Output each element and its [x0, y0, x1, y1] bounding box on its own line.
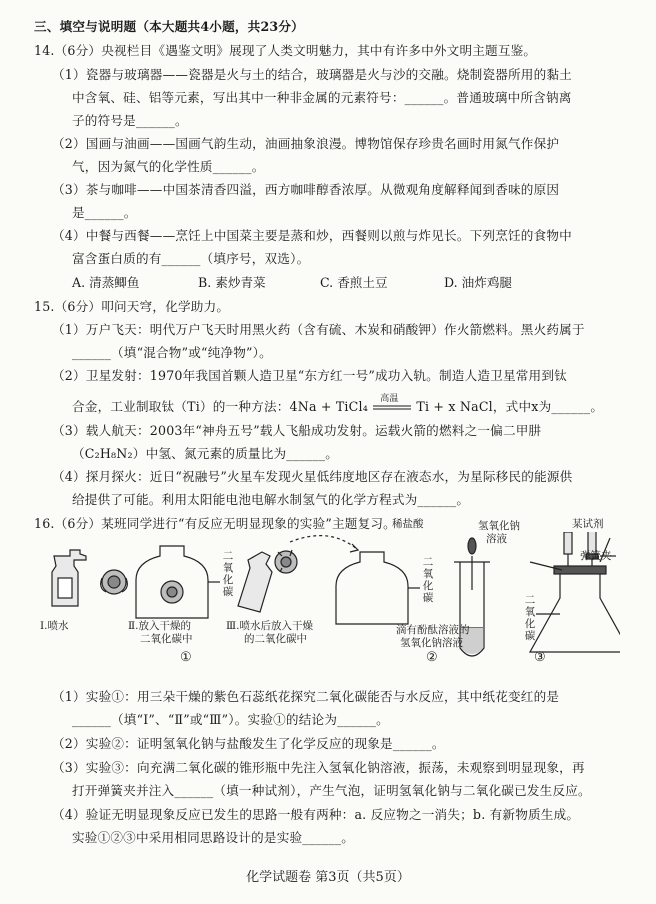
q15-p2-line1: （2）卫星发射：1970年我国首颗人造卫星“东方红一号”成功入轨。制造人造卫星常用到钛 — [52, 368, 567, 383]
experiment-number-1: ① — [180, 650, 192, 665]
q15-p4-line1: （4）探月探火：近日“祝融号”火星车发现火星低纬度地区存在液态水，为星际移民的能源供 — [52, 469, 573, 484]
naoh-solution-label-line1: 氢氧化钠 — [478, 520, 520, 532]
q14-stem: 14.（6分）央视栏目《遇鉴文明》展现了人类文明魅力，其中有许多中外文明主题互鉴。 — [34, 43, 537, 58]
jar-icon — [136, 546, 220, 618]
q14-p2-line1: （2）国画与油画——国画气韵生动，油画抽象浪漫。博物馆保存珍贵名画时用氮气作保护 — [52, 136, 560, 151]
flower-icon — [101, 570, 128, 594]
equals-sign — [372, 402, 412, 414]
spray-bottle-icon — [52, 550, 86, 606]
q14-p3-line1: （3）茶与咖啡——中国茶清香四溢，西方咖啡醇香浓厚。从微观角度解释闻到香味的原因 — [52, 182, 560, 197]
q16-p3-line2: 打开弹簧夹并注入______（填一种试剂），产生气泡，证明氢氧化钠与二氧化碳已发生反应。 — [72, 783, 591, 798]
q15-p3-line1: （3）载人航天：2003年“神舟五号”载人飞船成功发射。运载火箭的燃料之一偏二甲肼 — [52, 423, 542, 438]
q15-p2-line2 — [72, 393, 604, 415]
move-arrow — [290, 536, 358, 550]
q14-p2-line2: 气，因为氮气的化学性质______。 — [72, 159, 265, 174]
q14-choice-d: D. 油炸鸡腿 — [444, 275, 513, 290]
naoh-phenol-label-line1: 滴有酚酞溶液的 — [396, 624, 470, 636]
naoh-phenol-label-line2: 氢氧化钠溶液 — [400, 637, 463, 649]
clamp-label: 弹簧夹 — [580, 550, 612, 562]
q14-p1-line1: （1）瓷器与玻璃器——瓷器是火与土的结合，玻璃器是火与沙的交融。烧制瓷器所用的黏土 — [52, 67, 572, 82]
co2-label-jar3: 二 氧 化 碳 — [422, 556, 434, 604]
q16-stem: 16.（6分）某班同学进行“有反应无明显现象的实验”主题复习。 — [34, 516, 396, 531]
hcl-label: 稀盐酸 — [392, 518, 424, 530]
q14-p4-line1: （4）中餐与西餐——烹饪上中国菜主要是蒸和炒，西餐则以煎与炸见长。下列烹饪的食物中 — [52, 228, 572, 243]
q15-p4-line2: 给提供了可能。利用太阳能电池电解水制氢气的化学方程式为______。 — [72, 492, 470, 507]
reaction-arrow — [372, 393, 412, 414]
caption-spray-water: Ⅰ.喷水 — [40, 620, 69, 632]
caption-wet-co2-line1: Ⅲ.喷水后放入干燥 — [226, 620, 313, 632]
q16-p3-line1: （3）实验③：向充满二氧化碳的锥形瓶中先注入氢氧化钠溶液，振荡，未观察到明显现象，再 — [52, 760, 585, 775]
equation-left: 合金，工业制取钛（Ti）的一种方法：4Na + TiCl₄ — [72, 399, 368, 414]
jar-icon — [336, 552, 420, 624]
q16-p4-line1: （4）验证无明显现象反应已发生的思路一般有两种：a. 反应物之一消失；b. 有新物质生成。 — [52, 807, 580, 822]
q14-choice-b: B. 素炒青菜 — [198, 275, 266, 290]
q16-p4-line2: 实验①②③中采用相同思路设计的是实验______。 — [72, 830, 355, 845]
spray-bottle-icon — [238, 552, 272, 612]
reagent-label: 某试剂 — [572, 518, 604, 530]
page-footer: 化学试题卷 第3页（共5页） — [246, 870, 410, 885]
q14-p4-line2: 富含蛋白质的有______（填序号，双选）。 — [72, 251, 310, 266]
q14-p1-line2: 中含氧、硅、铝等元素，写出其中一种非金属的元素符号：______。普通玻璃中所含钠离 — [72, 90, 572, 105]
q15-p1-line1: （1）万户飞天：明代万户飞天时用黑火药（含有硫、木炭和硝酸钾）作火箭燃料。黑火药属于 — [52, 322, 585, 337]
q14-choice-a: A. 清蒸鲫鱼 — [72, 275, 140, 290]
caption-dry-co2-line1: Ⅱ.放入干燥的 — [128, 620, 191, 632]
section-title: 三、填空与说明题（本大题共4小题，共23分） — [34, 19, 304, 34]
reaction-condition: 高温 — [380, 393, 399, 404]
co2-label-flask: 二 氧 化 碳 — [524, 594, 536, 642]
caption-dry-co2-line2: 二氧化碳中 — [140, 633, 193, 645]
flower-icon — [275, 550, 297, 573]
q16-p2-line1: （2）实验②：证明氢氧化钠与盐酸发生了化学反应的现象是______。 — [52, 736, 445, 751]
co2-label-jar2: 二 氧 化 碳 — [222, 550, 234, 598]
experiment-number-3: ③ — [534, 650, 546, 665]
caption-wet-co2-line2: 的二氧化碳中 — [244, 633, 307, 645]
q14-choice-c: C. 香煎土豆 — [320, 275, 388, 290]
q15-p3-line2: （C₂H₈N₂）中氢、氮元素的质量比为______。 — [72, 446, 339, 461]
equation-right: Ti + x NaCl，式中x为______。 — [416, 399, 604, 414]
q16-p1-line2: ______（填“Ⅰ”、“Ⅱ”或“Ⅲ”）。实验①的结论为______。 — [72, 712, 389, 727]
q15-p1-line2: ______（填“混合物”或“纯净物”）。 — [72, 345, 272, 360]
naoh-solution-label-line2: 溶液 — [486, 533, 507, 545]
q16-p1-line1: （1）实验①：用三朵干燥的紫色石蕊纸花探究二氧化碳能否与水反应，其中纸花变红的是 — [52, 689, 560, 704]
q15-stem: 15.（6分）叩问天穹，化学助力。 — [34, 299, 230, 314]
q14-p1-line3: 子的符号是______。 — [72, 113, 188, 128]
experiment-number-2: ② — [426, 650, 438, 665]
q14-p3-line2: 是______。 — [72, 205, 137, 220]
